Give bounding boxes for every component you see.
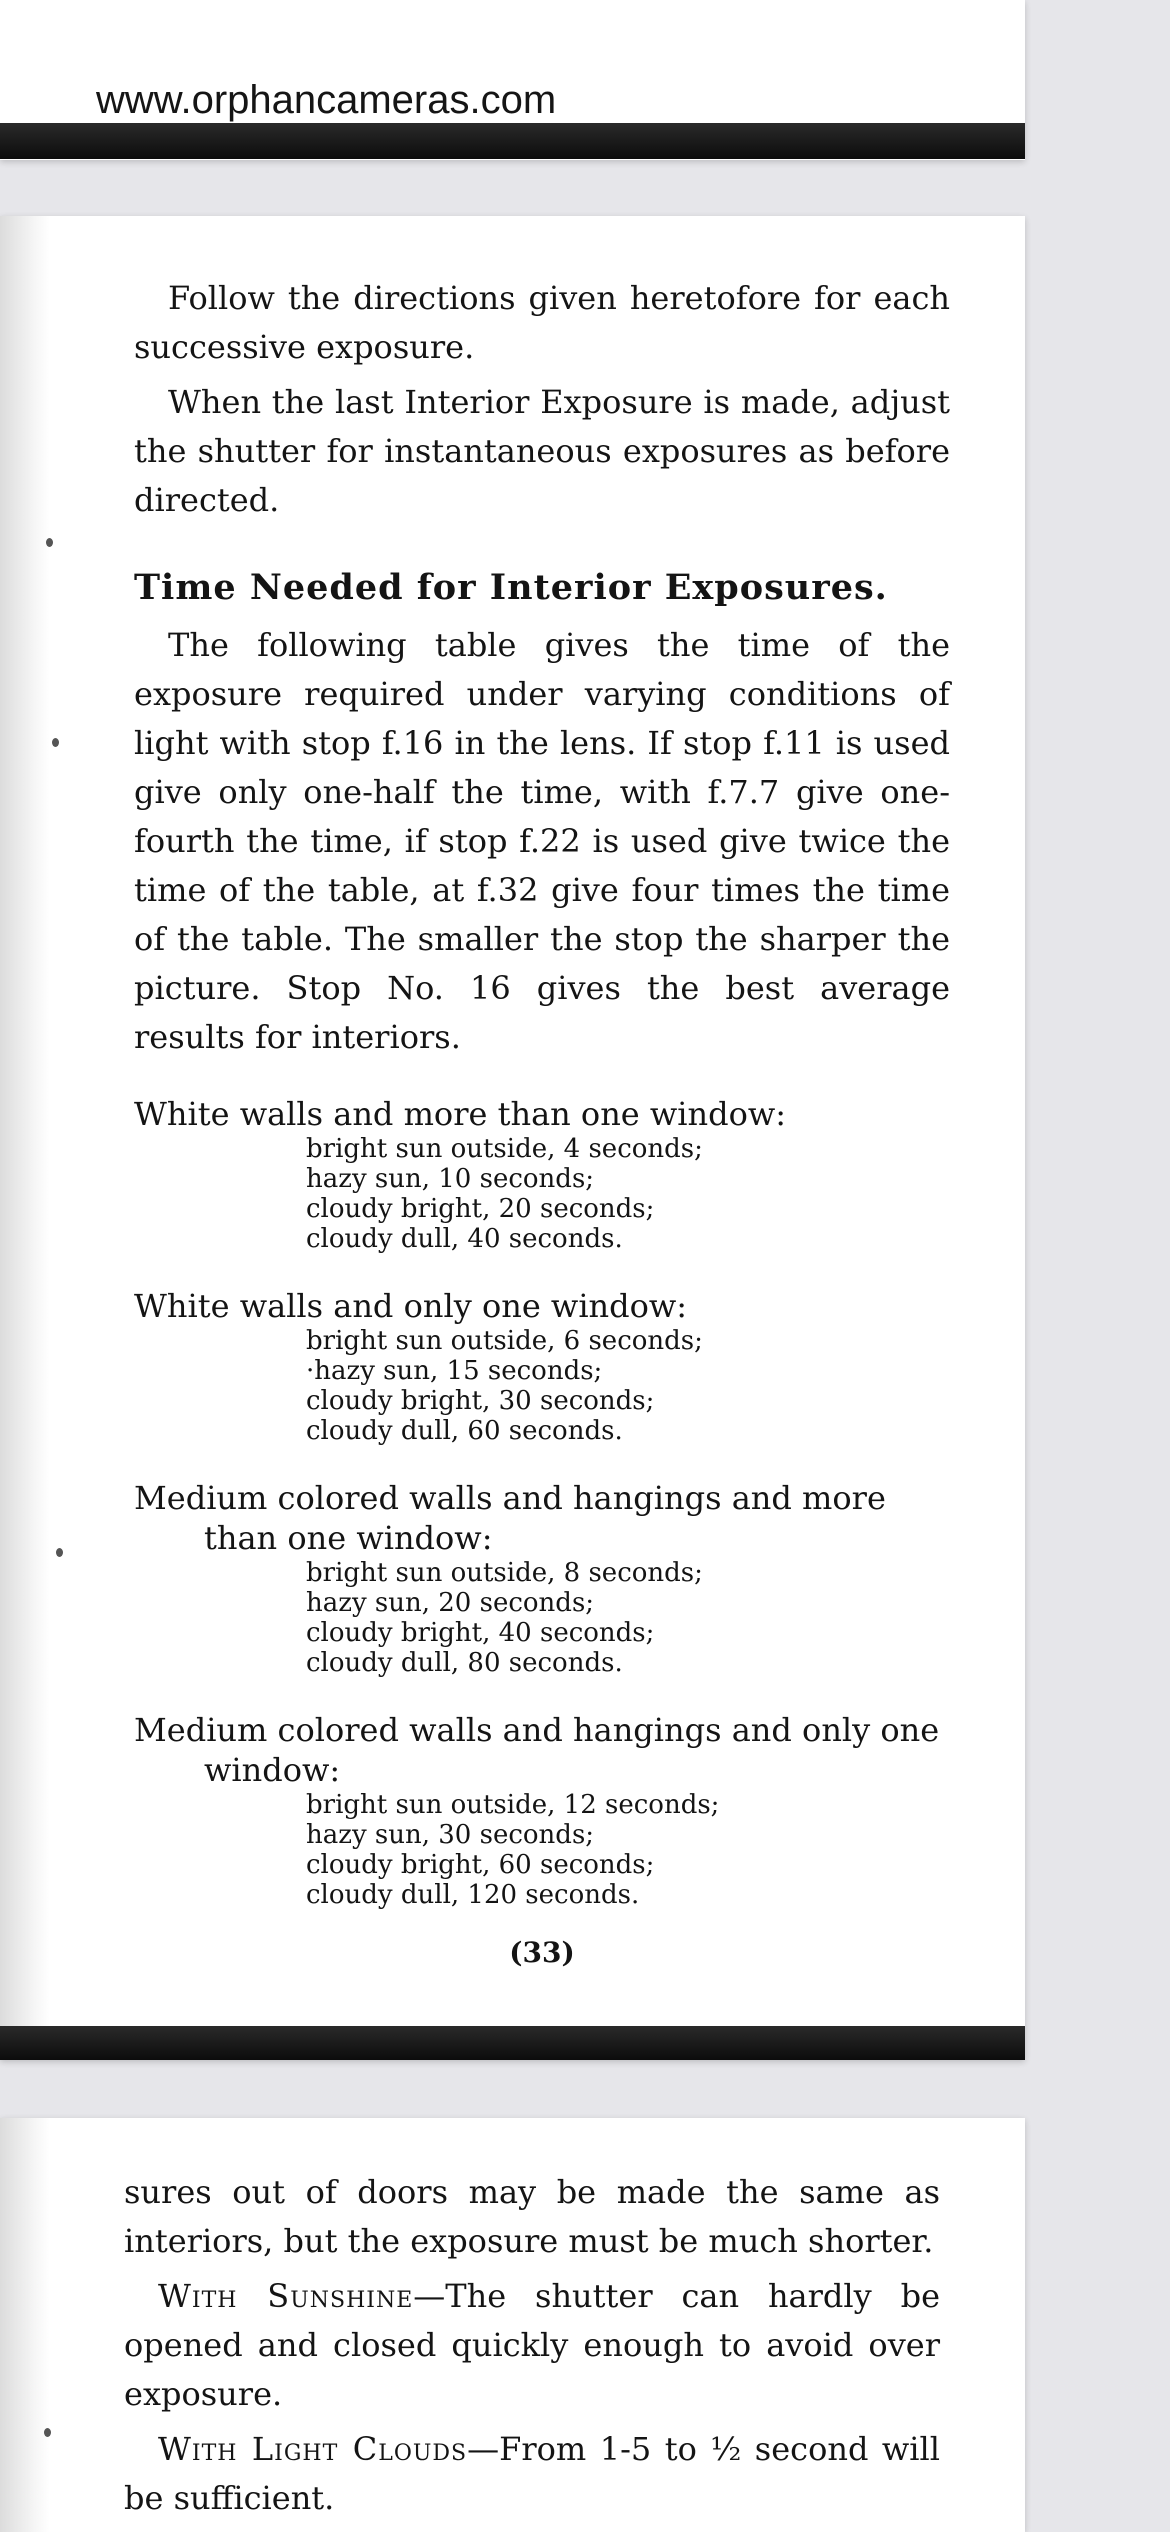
exposure-list: [134, 1558, 950, 1678]
exposure-item: bright sun outside, 6 seconds;: [306, 1326, 703, 1356]
binding-mark: [56, 1548, 63, 1557]
exposure-item: hazy sun, 10 seconds;: [306, 1164, 595, 1194]
exposure-item: ·hazy sun, 15 seconds;: [306, 1356, 603, 1386]
section-heading: Time Needed for Interior Exposures.: [134, 567, 888, 608]
page-gutter: [0, 216, 50, 2060]
exposure-section: [134, 1710, 950, 1910]
exposure-item: hazy sun, 20 seconds;: [306, 1588, 595, 1618]
next-page: [0, 2118, 1025, 2532]
next-page-text: [124, 2168, 940, 2529]
exposure-list: [134, 1326, 950, 1446]
binding-mark: [44, 2428, 51, 2437]
exposure-section: [134, 1094, 950, 1254]
condition-heading: White walls and only one window:: [134, 1287, 688, 1325]
paragraph: When the last Interior Exposure is made, adjust the shutter for instantaneous exposures as before directed.: [134, 383, 950, 519]
watermark: www.orphancameras.com: [96, 78, 557, 122]
exposure-item: cloudy bright, 30 seconds;: [306, 1386, 655, 1416]
page-gutter: [0, 2118, 50, 2532]
exposure-item: bright sun outside, 4 seconds;: [306, 1134, 703, 1164]
paragraph-text: —From 1-5 to ½ second will be sufficient.: [124, 2430, 940, 2517]
run-in-label: With Sunshine: [158, 2277, 414, 2315]
exposure-item: cloudy bright, 60 seconds;: [306, 1850, 655, 1880]
exposure-section: [134, 1286, 950, 1446]
condition-heading: White walls and more than one window:: [134, 1095, 787, 1133]
continued-paragraph: sures out of doors may be made the same as interiors, but the exposure must be much shorter.: [124, 2173, 940, 2260]
intro-paragraph: The following table gives the time of the exposure required under varying conditions of light with stop f.16 in the lens. If stop f.11 is used give only one-half the time, with f.7.7 give one-fourth the time, if stop f.22 is used give twice the time of the table, at f.32 give four times the time of the table. The smaller the stop the sharper the picture. Stop No. 16 gives the best average results for interiors.: [134, 626, 950, 1056]
exposure-item: cloudy dull, 80 seconds.: [306, 1648, 623, 1678]
exposure-list: [134, 1790, 950, 1910]
binding-mark: [46, 538, 53, 547]
exposure-item: cloudy bright, 40 seconds;: [306, 1618, 655, 1648]
paragraph: [124, 2272, 940, 2419]
paragraph-text: —The shutter can hardly be opened and closed quickly enough to avoid over exposure.: [124, 2277, 941, 2413]
exposure-item: hazy sun, 30 seconds;: [306, 1820, 595, 1850]
page-divider-bar: [0, 123, 1025, 159]
exposure-item: bright sun outside, 12 seconds;: [306, 1790, 720, 1820]
binding-mark: [52, 738, 59, 747]
paragraph: [124, 2425, 940, 2523]
page-number: (33): [509, 1936, 575, 1969]
exposure-item: cloudy bright, 20 seconds;: [306, 1194, 655, 1224]
main-page-text: [134, 274, 950, 1969]
condition-heading: Medium colored walls and hangings and more than one window:: [134, 1479, 886, 1557]
exposure-item: bright sun outside, 8 seconds;: [306, 1558, 703, 1588]
exposure-item: cloudy dull, 120 seconds.: [306, 1880, 640, 1910]
main-page: [0, 216, 1025, 2060]
paragraph: Follow the directions given heretofore for each successive exposure.: [134, 279, 950, 366]
exposure-item: cloudy dull, 60 seconds.: [306, 1416, 623, 1446]
condition-heading: Medium colored walls and hangings and only one window:: [134, 1711, 940, 1789]
exposure-section: [134, 1478, 950, 1678]
exposure-item: cloudy dull, 40 seconds.: [306, 1224, 623, 1254]
page-divider-bar: [0, 2026, 1025, 2060]
run-in-label: With Light Clouds: [158, 2430, 468, 2468]
exposure-list: [134, 1134, 950, 1254]
